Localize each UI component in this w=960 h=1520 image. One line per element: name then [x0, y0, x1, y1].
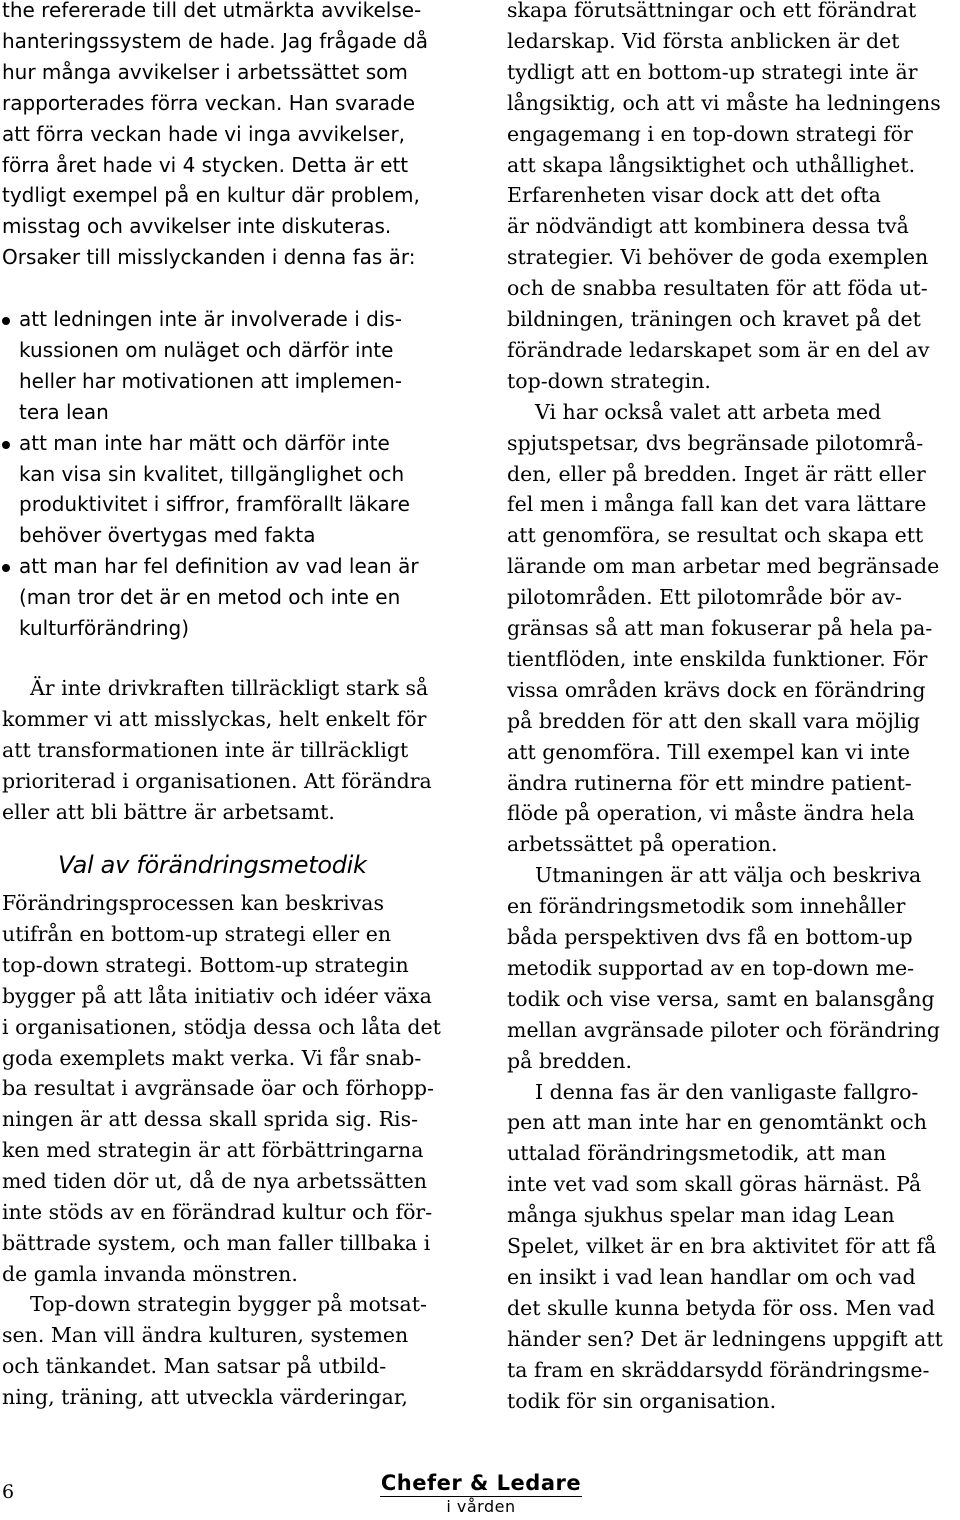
intro-line: rapporterades förra veckan. Han svarade	[2, 90, 416, 115]
paragraph-line: ta fram en skräddarsydd förändringsme-	[507, 1357, 930, 1382]
paragraph-line: Spelet, vilket är en bra aktivitet för att få	[507, 1234, 937, 1258]
paragraph-line: i organisationen, stödja dessa och låta det	[2, 1014, 441, 1039]
paragraph-line: gränsas så att man fokuserar på hela pa-	[507, 616, 933, 640]
paragraph-line: prioriterad i organisationen. Att förändra	[2, 768, 432, 793]
paragraph-line: engagemang i en top-down strategi för	[507, 121, 913, 146]
bullet-line: att man har fel definition av vad lean är	[19, 554, 419, 579]
page-number: 6	[2, 1481, 15, 1503]
paragraph-line: pilotområden. Ett pilotområde bör av-	[507, 585, 902, 610]
paragraph-line: ning, träning, att utveckla värderingar,	[2, 1384, 408, 1409]
paragraph-line: utifrån en bottom-up strategi eller en	[2, 921, 392, 946]
paragraph-line: metodik supportad av en top-down me-	[507, 955, 915, 980]
paragraph-line: ledarskap. Vid första anblicken är det	[507, 28, 900, 53]
paragraph-line: inte stöds av en förändrad kultur och för-	[2, 1200, 433, 1224]
paragraph-line: bättrade system, och man faller tillbaka i	[2, 1230, 431, 1255]
paragraph-line: I denna fas är den vanligaste fallgro-	[535, 1079, 919, 1104]
paragraph-line: ken med strategin är att förbättringarna	[2, 1138, 424, 1163]
paragraph-line: att transformationen inte är tillräckligt	[2, 737, 409, 762]
paragraph-line: förändrade ledarskapet som är en del av	[507, 337, 930, 362]
bullet-line: att man inte har mätt och därför inte	[19, 430, 390, 455]
paragraph-line: flöde på operation, vi måste ändra hela	[507, 801, 915, 826]
paragraph-line: tydligt att en bottom-up strategi inte är	[507, 59, 918, 84]
paragraph-line: ba resultat i avgränsade öar och förhopp-	[2, 1076, 434, 1101]
paragraph-line: fel men i många fall kan det vara lättare	[507, 492, 927, 517]
bullet-line: kan visa sin kvalitet, tillgänglighet och	[19, 461, 405, 486]
paragraph-line: ändra rutinerna för ett mindre patient-	[507, 770, 912, 795]
bullet-line: (man tror det är en metod och inte en	[19, 585, 401, 610]
paragraph-line: är nödvändigt att kombinera dessa två	[507, 214, 909, 239]
paragraph-line: bygger på att låta initiativ och idéer växa	[2, 983, 432, 1008]
paragraph-line: med tiden dör ut, då de nya arbetssätten	[2, 1169, 427, 1194]
bullet-icon	[2, 441, 10, 449]
intro-line: misstag och avvikelser inte diskuteras.	[2, 214, 392, 239]
paragraph-line: Utmaningen är att välja och beskriva	[535, 863, 922, 888]
paragraph-line: att genomföra. Till exempel kan vi inte	[507, 739, 911, 764]
bullet-icon	[2, 564, 10, 572]
paragraph-line: det skulle kunna betyda för oss. Men vad	[507, 1295, 936, 1320]
paragraph-line: skapa förutsättningar och ett förändrat	[507, 0, 917, 22]
paragraph-line: den, eller på bredden. Inget är rätt eller	[507, 461, 926, 486]
paragraph-line: top-down strategi. Bottom-up strategin	[2, 952, 409, 977]
intro-line: tydligt exempel på en kultur där problem,	[2, 183, 420, 208]
paragraph-line: spjutspetsar, dvs begränsade pilotområ-	[507, 430, 924, 455]
bullet-line: kulturförändring)	[19, 616, 190, 640]
paragraph-line: sen. Man vill ändra kulturen, systemen	[2, 1322, 409, 1347]
causes-intro: Orsaker till misslyckanden i denna fas är:	[2, 245, 416, 270]
paragraph-line: lärande om man arbetar med begränsade	[507, 554, 940, 579]
paragraph-line: att skapa långsiktighet och uthållighet.	[507, 152, 916, 177]
paragraph-line: händer sen? Det är ledningens uppgift att	[507, 1326, 943, 1351]
bullet-line: behöver övertygas med fakta	[19, 523, 316, 548]
intro-line: förra året hade vi 4 stycken. Detta är ett	[2, 152, 409, 177]
paragraph-line: todik för sin organisation.	[507, 1388, 777, 1413]
bullet-line: att ledningen inte är involverade i dis-	[19, 307, 403, 331]
paragraph-line: och de snabba resultaten för att föda ut-	[507, 276, 928, 301]
paragraph-line: båda perspektiven dvs få en bottom-up	[507, 925, 913, 949]
paragraph-line: bildningen, träningen och kravet på det	[507, 307, 921, 331]
paragraph-line: todik och vise versa, samt en balansgång	[507, 986, 935, 1011]
intro-line: hanteringssystem de hade. Jag frågade då	[2, 28, 428, 53]
paragraph-line: de gamla invanda mönstren.	[2, 1261, 298, 1286]
paragraph-line: många sjukhus spelar man idag Lean	[507, 1203, 895, 1228]
intro-line: the refererade till det utmärkta avvikelse-	[2, 0, 422, 22]
paragraph-line: inte vet vad som skall göras härnäst. På	[507, 1172, 922, 1197]
intro-line: att förra veckan hade vi inga avvikelser,	[2, 121, 406, 146]
bullet-line: heller har motivationen att implemen-	[19, 368, 402, 393]
paragraph-line: en insikt i vad lean handlar om och vad	[507, 1264, 916, 1289]
paragraph-line: Erfarenheten visar dock att det ofta	[507, 183, 881, 208]
paragraph-line: Förändringsprocessen kan beskrivas	[2, 891, 385, 915]
paragraph-line: på bredden.	[507, 1048, 633, 1073]
paragraph-line: ningen är att dessa skall sprida sig. Ris-	[2, 1107, 419, 1132]
paragraph-line: uttalad förändringsmetodik, att man	[507, 1141, 887, 1166]
paragraph-line: Vi har också valet att arbeta med	[535, 399, 882, 424]
paragraph-line: eller att bli bättre är arbetsamt.	[2, 799, 335, 824]
paragraph-line: vissa områden krävs dock en förändring	[507, 677, 926, 702]
paragraph-line: top-down strategin.	[507, 368, 711, 393]
publication-subtitle: i vården	[446, 1497, 516, 1516]
paragraph-line: pen att man inte har en genomtänkt och	[507, 1110, 927, 1135]
bullet-line: kussionen om nuläget och därför inte	[19, 337, 394, 362]
paragraph-line: Top-down strategin bygger på motsat-	[30, 1292, 427, 1316]
paragraph-line: tientflöden, inte enskilda funktioner. För	[507, 646, 928, 671]
paragraph-line: och tänkandet. Man satsar på utbild-	[2, 1353, 387, 1378]
bullet-icon	[2, 317, 10, 325]
section-heading: Val av förändringsmetodik	[58, 851, 367, 879]
paragraph-line: Är inte drivkraften tillräckligt stark så	[30, 676, 429, 700]
bullet-line: tera lean	[19, 399, 109, 424]
publication-logo	[378, 1470, 584, 1517]
paragraph-line: långsiktig, och att vi måste ha ledningens	[507, 90, 941, 115]
paragraph-line: goda exemplets makt verka. Vi får snab-	[2, 1045, 422, 1070]
paragraph-line: att genomföra, se resultat och skapa ett	[507, 523, 924, 548]
intro-line: hur många avvikelser i arbetssättet som	[2, 59, 408, 84]
paragraph-line: strategier. Vi behöver de goda exemplen	[507, 245, 929, 270]
paragraph-line: kommer vi att misslyckas, helt enkelt för	[2, 706, 427, 731]
paragraph-line: mellan avgränsade piloter och förändring	[507, 1017, 941, 1042]
publication-name: Chefer & Ledare	[380, 1471, 582, 1495]
paragraph-line: på bredden för att den skall vara möjlig	[507, 708, 920, 733]
paragraph-line: arbetssättet på operation.	[507, 832, 778, 857]
paragraph-line: en förändringsmetodik som innehåller	[507, 894, 906, 919]
bullet-line: produktivitet i siffror, framförallt läkare	[19, 492, 410, 517]
